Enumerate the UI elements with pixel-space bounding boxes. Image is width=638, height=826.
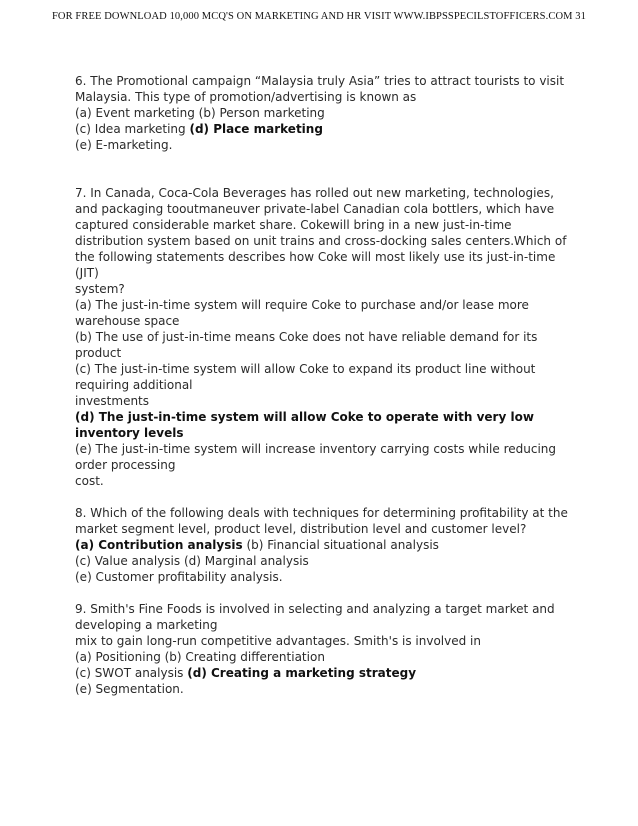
question-line	[75, 297, 565, 313]
question-line	[75, 185, 565, 201]
question-text: (c) The just-in-time system will allow Coke to expand its product line without	[75, 362, 536, 376]
question-line	[75, 201, 565, 217]
question-line	[75, 473, 565, 489]
correct-answer-text: (d) Creating a marketing strategy	[187, 666, 417, 680]
question-text: (c) Value analysis (d) Marginal analysis	[75, 554, 309, 568]
question-text: (b) Financial situational analysis	[242, 538, 439, 552]
question-text: captured considerable market share. Cokewill bring in a new just-in-time	[75, 218, 512, 232]
question-text: (e) Customer profitability analysis.	[75, 570, 283, 584]
question-text: (a) The just-in-time system will require Coke to purchase and/or lease more	[75, 298, 529, 312]
question-line	[75, 409, 565, 425]
question-line	[75, 377, 565, 393]
question-line	[75, 569, 565, 585]
question-text: warehouse space	[75, 314, 180, 328]
question-text: system?	[75, 282, 125, 296]
question-text: product	[75, 346, 122, 360]
question-line	[75, 361, 565, 377]
question-text: 7. In Canada, Coca-Cola Beverages has rolled out new marketing, technologies,	[75, 186, 554, 200]
question-line	[75, 633, 565, 649]
question-line	[75, 137, 565, 153]
question-line	[75, 217, 565, 233]
question-text: (e) Segmentation.	[75, 682, 184, 696]
question-line	[75, 649, 565, 665]
question-line	[75, 121, 565, 137]
question-line	[75, 345, 565, 361]
question-line	[75, 457, 565, 473]
question-9	[75, 601, 565, 697]
question-line	[75, 265, 565, 281]
question-text: order processing	[75, 458, 176, 472]
question-text: distribution system based on unit trains and cross-docking sales centers.Which of	[75, 234, 567, 248]
question-text: 6. The Promotional campaign “Malaysia truly Asia” tries to attract tourists to visit	[75, 74, 565, 88]
question-text: mix to gain long-run competitive advantages. Smith's is involved in	[75, 634, 481, 648]
question-text: cost.	[75, 474, 104, 488]
question-text: market segment level, product level, distribution level and customer level?	[75, 522, 527, 536]
question-text: requiring additional	[75, 378, 193, 392]
question-text: developing a marketing	[75, 618, 218, 632]
document-body	[75, 73, 568, 697]
question-line	[75, 537, 565, 553]
question-line	[75, 281, 565, 297]
question-line	[75, 665, 565, 681]
question-text: and packaging tooutmaneuver private-label Canadian cola bottlers, which have	[75, 202, 555, 216]
question-line	[75, 425, 565, 441]
question-line	[75, 601, 565, 617]
question-text: (b) The use of just-in-time means Coke does not have reliable demand for its	[75, 330, 538, 344]
question-line	[75, 521, 565, 537]
question-text: investments	[75, 394, 150, 408]
question-8	[75, 505, 568, 585]
question-text: (JIT)	[75, 266, 99, 280]
question-line	[75, 73, 565, 89]
page-header: FOR FREE DOWNLOAD 10,000 MCQ'S ON MARKETING AND HR VISIT WWW.IBPSSPECILSTOFFICERS.COM 31	[51, 11, 586, 22]
question-line	[75, 105, 565, 121]
question-line	[75, 681, 565, 697]
question-line	[75, 313, 565, 329]
question-text: the following statements describes how Coke will most likely use its just-in-time	[75, 250, 556, 264]
question-7	[75, 185, 565, 489]
question-text: Malaysia. This type of promotion/advertising is known as	[75, 90, 417, 104]
question-6	[75, 73, 565, 153]
correct-answer-text: inventory levels	[75, 426, 184, 440]
question-text: 9. Smith's Fine Foods is involved in selecting and analyzing a target market and	[75, 602, 555, 616]
question-text: (a) Event marketing (b) Person marketing	[75, 106, 325, 120]
question-line	[75, 505, 568, 521]
correct-answer-text: (d) The just-in-time system will allow Coke to operate with very low	[75, 410, 534, 424]
question-line	[75, 553, 565, 569]
correct-answer-text: (a) Contribution analysis	[75, 538, 243, 552]
question-line	[75, 617, 565, 633]
question-line	[75, 89, 565, 105]
correct-answer-text: (d) Place marketing	[189, 122, 323, 136]
question-line	[75, 441, 565, 457]
question-text: (c) SWOT analysis	[75, 666, 188, 680]
question-text: (e) E-marketing.	[75, 138, 173, 152]
question-line	[75, 329, 565, 345]
question-line	[75, 233, 565, 249]
question-text: 8. Which of the following deals with techniques for determining profitability at the	[75, 506, 568, 520]
question-text: (e) The just-in-time system will increase inventory carrying costs while reducing	[75, 442, 557, 456]
question-text: (c) Idea marketing	[75, 122, 190, 136]
question-text: (a) Positioning (b) Creating differentiation	[75, 650, 325, 664]
question-line	[75, 249, 565, 265]
question-line	[75, 393, 565, 409]
